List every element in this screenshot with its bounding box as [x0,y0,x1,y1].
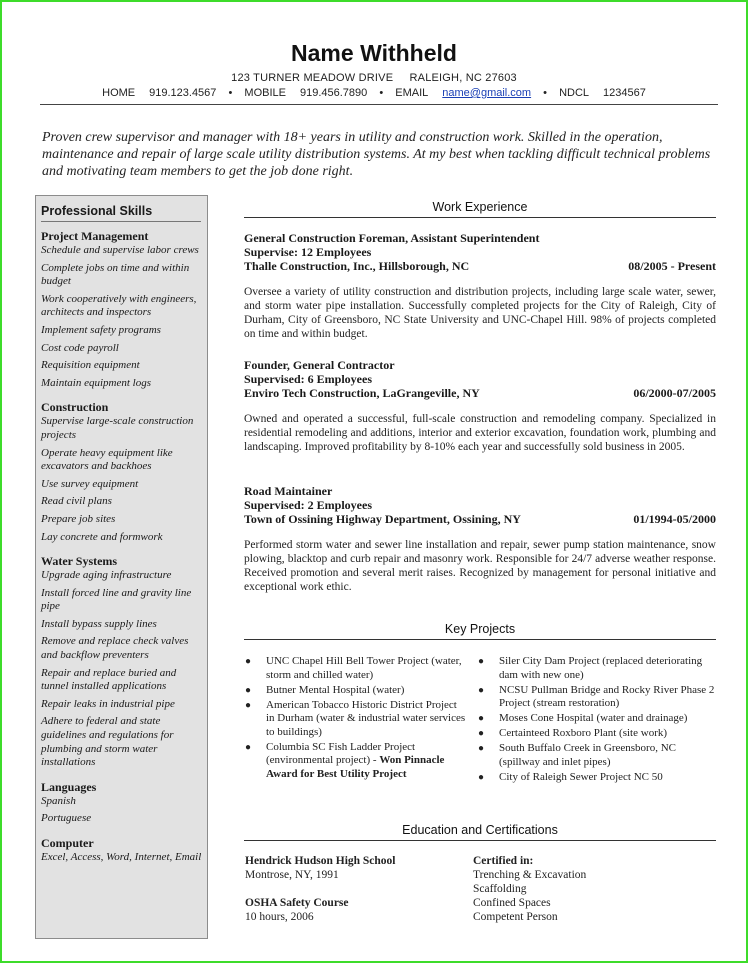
bullet-icon: ● [478,656,485,667]
contact-line [0,87,748,99]
skill-group [41,400,203,544]
bullet-icon: ● [245,699,252,711]
course-detail: 10 hours, 2006 [245,911,314,923]
bullet-icon: ● [478,728,485,739]
projects-right-column [478,655,718,786]
mobile-label: MOBILE [244,87,286,99]
cert-item: Competent Person [473,911,558,923]
job-supervised: Supervise: 12 Employees [244,245,372,259]
mobile-phone: 919.456.7890 [299,87,368,99]
job-company-row [244,386,716,400]
skill-item: Adhere to federal and state guidelines and regulations for plumbing and storm water installations [41,715,174,769]
project-text: Moses Cone Hospital (water and drainage) [499,712,688,724]
skill-item: Work cooperatively with engineers, architects and inspectors [41,292,197,319]
certified-heading: Certified in: [473,855,534,867]
project-text: City of Raleigh Sewer Project NC 50 [499,770,663,783]
job-dates: 06/2000-07/2005 [633,386,716,400]
course-name: OSHA Safety Course [245,897,349,909]
skill-item: Maintain equipment logs [41,376,151,389]
skill-item: Install bypass supply lines [41,617,157,630]
skill-item: Requisition equipment [41,359,140,372]
skill-item: Implement safety programs [41,323,161,336]
job-supervised: Supervised: 2 Employees [244,498,373,512]
education-left [245,854,455,924]
bullet-icon: ● [478,713,485,724]
ndcl-number: 1234567 [603,87,646,99]
skill-group [41,836,203,865]
email-label: EMAIL [395,87,429,99]
skill-item: Schedule and supervise labor crews [41,244,199,256]
skill-item: Operate heavy equipment like excavators and backhoes [41,446,173,473]
job-dates: 08/2005 - Present [628,259,716,273]
job-company: Town of Ossining Highway Department, Ossining, NY [244,512,521,526]
job-entry [244,231,716,341]
project-text: American Tobacco Historic District Project in Durham (water & industrial water services to buildings) [266,698,466,738]
skill-group [41,780,203,826]
project-text: UNC Chapel Hill Bell Tower Project (water, storm and chilled water) [266,655,462,681]
bullet-icon: ● [245,656,252,667]
education-heading: Education and Certifications [244,823,716,841]
job-company-row [244,512,716,526]
skill-item: Lay concrete and formwork [41,530,163,543]
home-phone: 919.123.4567 [149,87,217,99]
job-title: Road Maintainer [244,484,333,498]
job-entry [244,358,716,454]
school-name: Hendrick Hudson High School [245,855,396,867]
job-title: General Construction Foreman, Assistant Superintendent [244,231,540,245]
skill-group [41,554,203,770]
skills-sidebar [35,195,208,939]
job-company-row [244,259,716,273]
bullet-icon: ● [478,743,485,754]
job-title: Founder, General Contractor [244,358,395,372]
separator-dot: • [228,87,233,99]
bullet-icon: ● [478,684,485,696]
job-description: Performed storm water and sewer line installation and repair, sewer pump station maintenance, snow plowing, blacktop and curb repair and masonry work. Responsible for 24/7 adverse weather response. Received promotion and several merit raises. Recognized by management for personal initiative and exceptional work ethic. [244,539,716,593]
skill-category: Project Management [41,229,149,243]
project-item [245,699,467,740]
job-entry [244,484,716,594]
bullet-icon: ● [245,741,252,753]
bullet-icon: ● [245,684,252,696]
skill-item: Excel, Access, Word, Internet, Email [41,851,202,863]
job-company: Enviro Tech Construction, LaGrangeville, NY [244,386,480,400]
project-item [478,712,718,726]
skill-item: Cost code payroll [41,341,119,354]
job-description: Oversee a variety of utility construction and distribution projects, including large scale water, sewer, and storm water pipe installation. Successfully completed projects for the City of Raleigh, City of Durham, City of Greensboro, NC State University and UNC-Chapel Hill. 98% of projects completed on time and within budget. [244,286,716,340]
skill-item: Install forced line and gravity line pipe [41,586,192,613]
project-item [245,684,467,698]
skill-item: Read civil plans [41,495,112,508]
skill-category: Construction [41,400,109,415]
project-item [478,655,718,682]
skill-item: Complete jobs on time and within budget [41,261,190,288]
project-text: Certainteed Roxboro Plant (site work) [499,727,668,739]
header-divider [40,104,718,105]
skill-item: Repair leaks in industrial pipe [41,697,175,710]
project-text: NCSU Pullman Bridge and Rocky River Phase 2 Project (stream restoration) [499,683,715,709]
project-item [478,727,718,741]
separator-dot: • [379,87,384,99]
separator-dot: • [543,87,548,99]
cert-item: Scaffolding [473,883,527,895]
skill-item: Portuguese [41,812,92,825]
project-item [245,741,467,782]
skill-category: Computer [41,836,94,850]
work-experience-heading: Work Experience [244,200,716,218]
job-company: Thalle Construction, Inc., Hillsborough, NC [244,259,470,273]
address-line: 123 TURNER MEADOW DRIVE RALEIGH, NC 27603 [231,72,517,84]
ndcl-label: NDCL [559,87,590,99]
project-text: Siler City Dam Project (replaced deteriorating dam with new one) [499,655,703,681]
skill-item: Repair and replace buried and tunnel installed applications [41,666,177,693]
certifications [473,854,713,924]
job-description: Owned and operated a successful, full-scale construction and remodeling company. Specialized in residential remodeling and additions, interior and exterior excavation, foundation work, plumbing and landscaping. Improved profitability by 8-10% each year and successfully sold business in 2005. [244,413,716,453]
project-item [478,684,718,711]
skill-group [41,229,203,390]
home-label: HOME [102,87,136,99]
skill-item: Prepare job sites [41,512,116,525]
project-item [245,655,467,682]
skill-item: Use survey equipment [41,477,139,490]
school-detail: Montrose, NY, 1991 [245,869,339,881]
email-link[interactable]: name@gmail.com [442,87,532,99]
project-item [478,742,718,769]
skills-list [41,229,203,875]
skill-item: Spanish [41,794,76,807]
project-item [478,771,718,785]
skill-category: Water Systems [41,554,118,569]
job-supervised: Supervised: 6 Employees [244,372,373,386]
cert-item: Confined Spaces [473,897,551,909]
projects-left-column [245,655,467,783]
cert-item: Trenching & Excavation [473,869,587,881]
job-dates: 01/1994-05/2000 [633,512,716,526]
bullet-icon: ● [478,771,485,783]
skill-category: Languages [41,779,97,794]
summary-paragraph: Proven crew supervisor and manager with 18+ years in utility and construction work. Skilled in the operation, maintenance and repair of large scale utility distribution systems. At my best when tackling difficult technical problems and motivating team members to get the job done right. [42,130,711,179]
skill-item: Upgrade aging infrastructure [41,569,172,582]
candidate-name: Name Withheld [291,40,457,66]
project-text: South Buffalo Creek in Greensboro, NC (spillway and inlet pipes) [499,742,676,768]
skills-heading: Professional Skills [41,204,201,222]
key-projects-heading: Key Projects [244,622,716,640]
skill-item: Supervise large-scale construction projects [41,415,194,441]
project-text: Butner Mental Hospital (water) [266,683,405,696]
skill-item: Remove and replace check valves and backflow preventers [41,635,189,662]
project-text: Columbia SC Fish Ladder Project (environmental project) - [266,740,416,766]
project-award: Won Pinnacle Award for Best Utility Project [266,754,445,780]
